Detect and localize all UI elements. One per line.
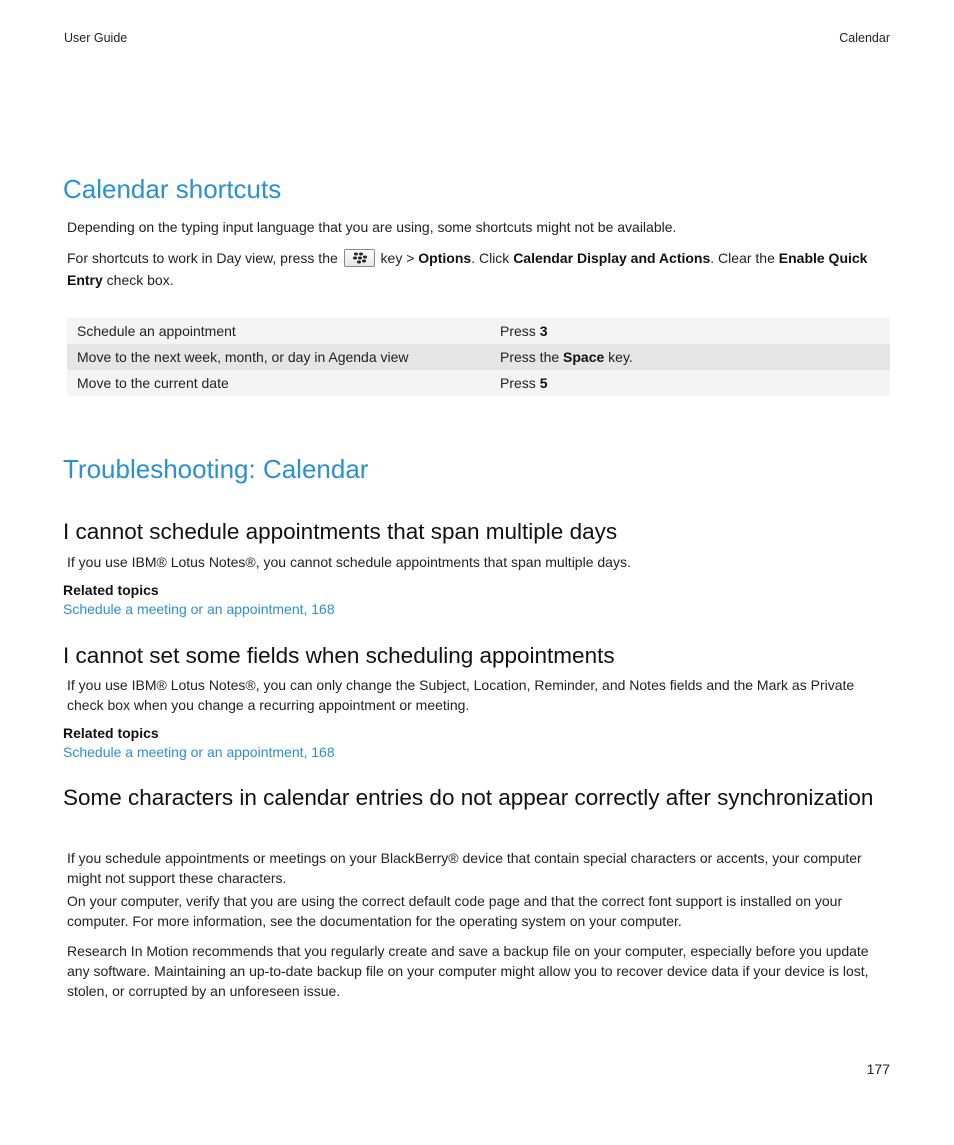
shortcuts-table	[67, 318, 890, 396]
shortcut-key: Press 3	[488, 318, 890, 344]
running-header-left: User Guide	[64, 31, 128, 45]
subheading-characters-sync: Some characters in calendar entries do not appear correctly after synchronization	[63, 785, 874, 810]
section-title-troubleshooting: Troubleshooting: Calendar	[63, 454, 369, 484]
related-topic-link[interactable]: Schedule a meeting or an appointment, 168	[63, 601, 335, 617]
s3-paragraph-1: If you schedule appointments or meetings on your BlackBerry® device that contain special characters or accents, your computer might not support these characters.	[67, 850, 862, 886]
shortcut-key: Press the Space key.	[488, 344, 890, 370]
shortcuts-intro: Depending on the typing input language that you are using, some shortcuts might not be available.	[67, 219, 677, 235]
shortcut-key: Press 5	[488, 370, 890, 396]
shortcut-action: Move to the next week, month, or day in Agenda view	[67, 344, 488, 370]
s3-paragraph-2: On your computer, verify that you are using the correct default code page and that the correct font support is installed on your computer. For more information, see the documentation for the operating system on your computer.	[67, 893, 843, 929]
page-number: 177	[866, 1061, 890, 1077]
related-topic-link[interactable]: Schedule a meeting or an appointment, 168	[63, 744, 335, 760]
subheading-span-multiple-days: I cannot schedule appointments that span multiple days	[63, 519, 618, 544]
shortcuts-note: For shortcuts to work in Day view, press the key > Options. Click Calendar Display and Actions. Clear the Enable Quick Entry check box.	[67, 250, 868, 288]
related-topics-label: Related topics	[63, 725, 159, 741]
shortcut-action: Move to the current date	[67, 370, 488, 396]
shortcut-action: Schedule an appointment	[67, 318, 488, 344]
table-row	[67, 344, 890, 370]
running-header-right: Calendar	[839, 31, 890, 45]
table-row	[67, 370, 890, 396]
s2-text: If you use IBM® Lotus Notes®, you can only change the Subject, Location, Reminder, and Notes fields and the Mark as Private check box when you change a recurring appointment or meeting.	[67, 677, 855, 713]
subheading-set-fields: I cannot set some fields when scheduling appointments	[63, 643, 615, 668]
related-topics-label: Related topics	[63, 582, 159, 598]
blackberry-menu-key-icon	[344, 249, 375, 267]
table-row	[67, 318, 890, 344]
s3-paragraph-3: Research In Motion recommends that you regularly create and save a backup file on your computer, especially before you update any software. Maintaining an up-to-date backup file on your computer might allow you to recover device data if your device is lost, stolen, or corrupted by an unforeseen issue.	[67, 943, 869, 999]
s1-text: If you use IBM® Lotus Notes®, you cannot schedule appointments that span multiple days.	[67, 554, 631, 570]
section-title-calendar-shortcuts: Calendar shortcuts	[63, 174, 282, 204]
